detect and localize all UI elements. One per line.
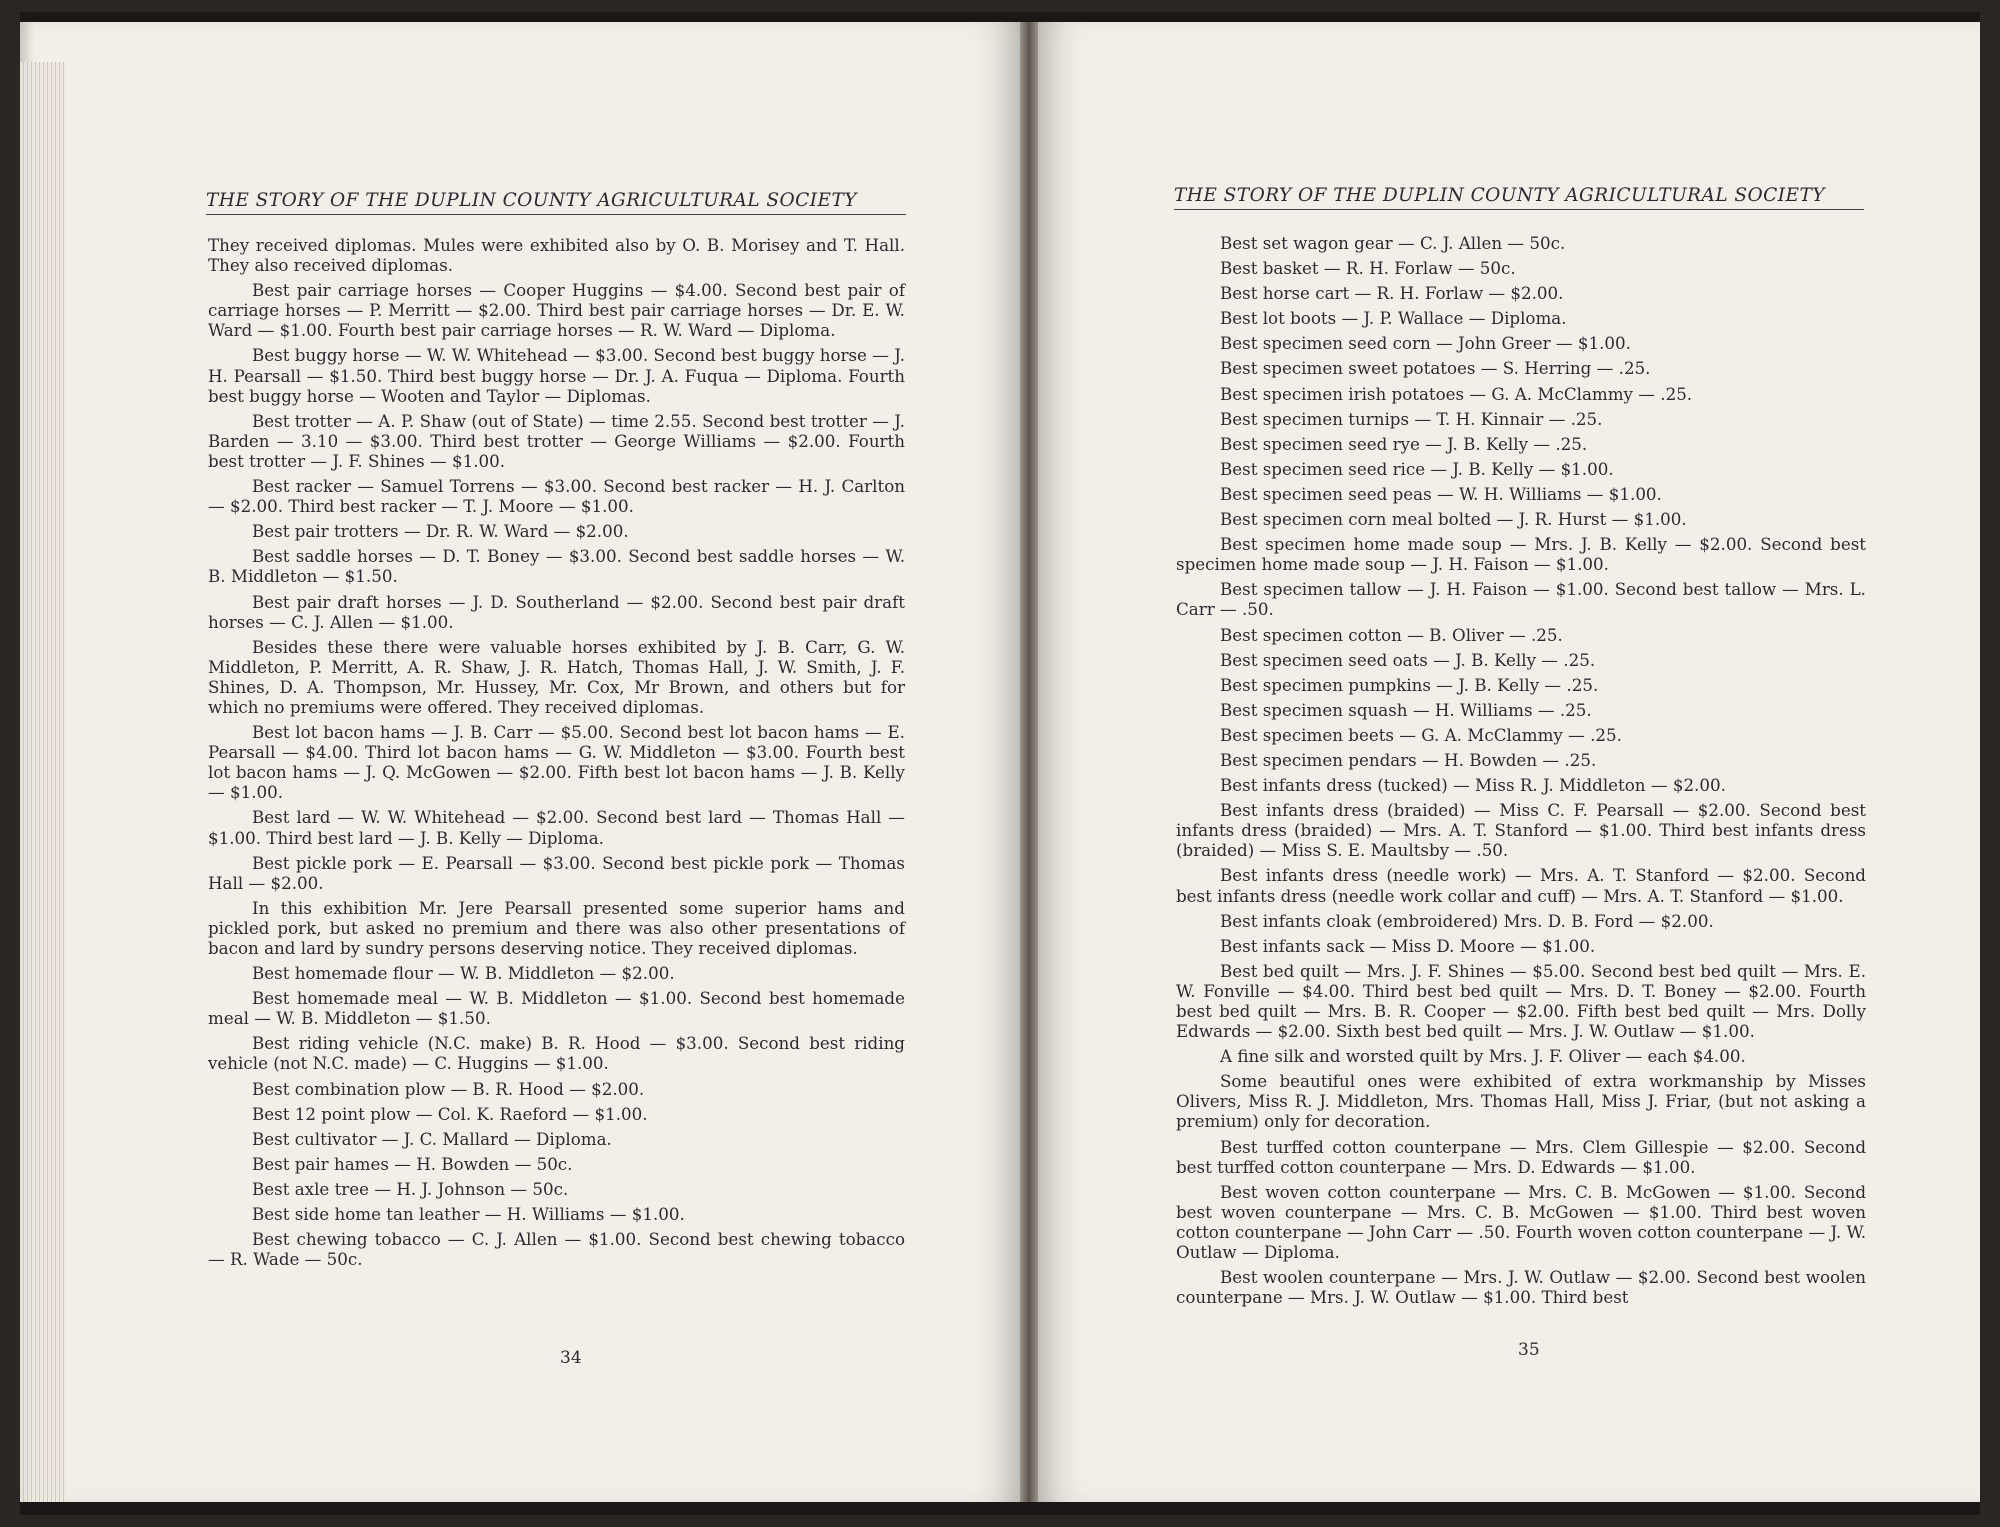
paragraph: Best side home tan leather — H. Williams — $1.00. [252, 1204, 685, 1225]
paragraph: Some beautiful ones were exhibited of extra workmanship by Misses Olivers, Miss R. J. Middleton, Mrs. Thomas Hall, Miss J. Friar, (but not asking a premium) only for decoration. [1176, 1071, 1866, 1132]
paragraph: Best lot boots — J. P. Wallace — Diploma. [1220, 308, 1567, 329]
paragraph: Best homemade meal — W. B. Middleton — $1.00. Second best homemade meal — W. B. Middleton — $1.50. [208, 988, 905, 1029]
paragraph: Best turffed cotton counterpane — Mrs. Clem Gillespie — $2.00. Second best turffed cotton counterpane — Mrs. D. Edwards — $1.00. [1176, 1136, 1866, 1177]
paragraph: Besides these there were valuable horses exhibited by J. B. Carr, G. W. Middleton, P. Merritt, A. R. Shaw, J. R. Hatch, Thomas Hall, J. W. Smith, J. F. Shines, D. A. Thompson, Mr. Hussey, Mr. Cox, Mr Brown, and others but for which no premiums were offered. They received diplomas. [208, 636, 905, 717]
right-page [1038, 22, 1980, 1502]
paragraph: Best racker — Samuel Torrens — $3.00. Second best racker — H. J. Carlton — $2.00. Third best racker — T. J. Moore — $1.00. [208, 476, 905, 517]
paragraph: Best specimen corn meal bolted — J. R. Hurst — $1.00. [1220, 509, 1687, 530]
paragraph: Best specimen home made soup — Mrs. J. B. Kelly — $2.00. Second best specimen home made soup — J. H. Faison — $1.00. [1176, 534, 1866, 575]
page-text [208, 235, 905, 1274]
paragraph: Best 12 point plow — Col. K. Raeford — $1.00. [252, 1103, 648, 1124]
paragraph: Best infants cloak (embroidered) Mrs. D. B. Ford — $2.00. [1220, 910, 1714, 931]
paragraph: Best specimen seed rice — J. B. Kelly — $1.00. [1220, 458, 1614, 479]
paragraph: Best infants sack — Miss D. Moore — $1.00. [1220, 935, 1596, 956]
paragraph: They received diplomas. Mules were exhibited also by O. B. Morisey and T. Hall. They also received diplomas. [208, 235, 905, 276]
paragraph: Best infants dress (needle work) — Mrs. A. T. Stanford — $2.00. Second best infants dress (needle work collar and cuff) — Mrs. A. T. Stanford — $1.00. [1176, 865, 1866, 906]
paragraph: Best buggy horse — W. W. Whitehead — $3.00. Second best buggy horse — J. H. Pearsall — $1.50. Third best buggy horse — Dr. J. A. Fuqua — Diploma. Fourth best buggy horse — Wooten and Taylor — Diplomas. [208, 345, 905, 406]
paragraph: Best lard — W. W. Whitehead — $2.00. Second best lard — Thomas Hall — $1.00. Third best lard — J. B. Kelly — Diploma. [208, 807, 905, 848]
paragraph: Best set wagon gear — C. J. Allen — 50c. [1220, 233, 1566, 253]
paragraph: Best bed quilt — Mrs. J. F. Shines — $5.00. Second best bed quilt — Mrs. E. W. Fonville — $4.00. Third best bed quilt — Mrs. D. T. Boney — $2.00. Fourth best bed quilt — Mrs. B. R. Cooper — $2.00. Fifth best bed quilt — Mrs. Dolly Edwards — $2.00. Sixth best bed quilt — Mrs. J. W. Outlaw — $1.00. [1176, 960, 1866, 1042]
paragraph: Best pickle pork — E. Pearsall — $3.00. Second best pickle pork — Thomas Hall — $2.00. [208, 852, 905, 893]
book-spread [20, 12, 1980, 1515]
paragraph: Best infants dress (tucked) — Miss R. J. Middleton — $2.00. [1220, 775, 1726, 796]
paragraph: Best infants dress (braided) — Miss C. F. Pearsall — $2.00. Second best infants dress (braided) — Mrs. A. T. Stanford — $1.00. Third best infants dress (braided) — Miss S. E. Maultsby — .50. [1176, 800, 1866, 861]
paragraph: Best trotter — A. P. Shaw (out of State) — time 2.55. Second best trotter — J. Barden — 3.10 — $3.00. Third best trotter — George Williams — $2.00. Fourth best trotter — J. F. Shines — $1.00. [208, 410, 905, 471]
paragraph: Best specimen beets — G. A. McClammy — .25. [1220, 724, 1622, 745]
paragraph: Best woolen counterpane — Mrs. J. W. Outlaw — $2.00. Second best woolen counterpane — Mrs. J. W. Outlaw — $1.00. Third best [1176, 1267, 1866, 1308]
paragraph: Best specimen seed peas — W. H. Williams — $1.00. [1220, 483, 1662, 504]
paragraph: Best specimen tallow — J. H. Faison — $1.00. Second best tallow — Mrs. L. Carr — .50. [1176, 579, 1866, 620]
paragraph: Best specimen squash — H. Williams — .25. [1220, 699, 1592, 720]
running-header: THE STORY OF THE DUPLIN COUNTY AGRICULTURAL SOCIETY [206, 190, 906, 215]
paragraph: Best specimen sweet potatoes — S. Herring — .25. [1220, 358, 1651, 379]
paragraph: Best basket — R. H. Forlaw — 50c. [1220, 258, 1516, 279]
page-edges [20, 62, 66, 1502]
paragraph: Best axle tree — H. J. Johnson — 50c. [252, 1178, 569, 1199]
page-text [1176, 233, 1866, 1312]
paragraph: Best chewing tobacco — C. J. Allen — $1.00. Second best chewing tobacco — R. Wade — 50c. [208, 1229, 905, 1270]
paragraph: Best specimen irish potatoes — G. A. McClammy — .25. [1220, 383, 1693, 404]
paragraph: Best pair trotters — Dr. R. W. Ward — $2.00. [252, 521, 629, 542]
paragraph: Best homemade flour — W. B. Middleton — $2.00. [252, 963, 675, 984]
paragraph: In this exhibition Mr. Jere Pearsall presented some superior hams and pickled pork, but asked no premium and there was also other presentations of bacon and lard by sundry persons deserving notice. They received diplomas. [208, 897, 905, 958]
page-number: 34 [560, 1348, 582, 1368]
paragraph: Best specimen pendars — H. Bowden — .25. [1220, 749, 1597, 770]
paragraph: Best specimen cotton — B. Oliver — .25. [1220, 624, 1563, 645]
paragraph: Best specimen seed corn — John Greer — $1.00. [1220, 333, 1631, 354]
paragraph: Best specimen seed oats — J. B. Kelly — .25. [1220, 649, 1596, 670]
running-header: THE STORY OF THE DUPLIN COUNTY AGRICULTURAL SOCIETY [1174, 185, 1864, 210]
left-page [20, 22, 1020, 1502]
paragraph: Best saddle horses — D. T. Boney — $3.00. Second best saddle horses — W. B. Middleton — $1.50. [208, 546, 905, 587]
paragraph: Best horse cart — R. H. Forlaw — $2.00. [1220, 283, 1564, 304]
page-number: 35 [1518, 1340, 1540, 1360]
book-gutter [1020, 22, 1038, 1502]
paragraph: Best pair hames — H. Bowden — 50c. [252, 1153, 573, 1174]
paragraph: A fine silk and worsted quilt by Mrs. J. F. Oliver — each $4.00. [1220, 1046, 1746, 1067]
paragraph: Best woven cotton counterpane — Mrs. C. B. McGowen — $1.00. Second best woven counterpane — Mrs. C. B. McGowen — $1.00. Third best woven cotton counterpane — John Carr — .50. Fourth woven cotton counterpane — J. W. Outlaw — Diploma. [1176, 1181, 1866, 1263]
paragraph: Best specimen seed rye — J. B. Kelly — .25. [1220, 433, 1588, 454]
paragraph: Best specimen pumpkins — J. B. Kelly — .25. [1220, 674, 1599, 695]
paragraph: Best pair carriage horses — Cooper Huggins — $4.00. Second best pair of carriage horses — P. Merritt — $2.00. Third best pair carriage horses — Dr. E. W. Ward — $1.00. Fourth best pair carriage horses — R. W. Ward — Diploma. [208, 280, 905, 341]
paragraph: Best riding vehicle (N.C. make) B. R. Hood — $3.00. Second best riding vehicle (not N.C. made) — C. Huggins — $1.00. [208, 1033, 905, 1074]
paragraph: Best pair draft horses — J. D. Southerland — $2.00. Second best pair draft horses — C. J. Allen — $1.00. [208, 591, 905, 632]
paragraph: Best specimen turnips — T. H. Kinnair — .25. [1220, 408, 1603, 429]
paragraph: Best lot bacon hams — J. B. Carr — $5.00. Second best lot bacon hams — E. Pearsall — $4.00. Third lot bacon hams — G. W. Middleton — $3.00. Fourth best lot bacon hams — J. Q. McGowen — $2.00. Fifth best lot bacon hams — J. B. Kelly — $1.00. [208, 722, 905, 803]
paragraph: Best combination plow — B. R. Hood — $2.00. [252, 1078, 645, 1099]
paragraph: Best cultivator — J. C. Mallard — Diploma. [252, 1128, 612, 1149]
